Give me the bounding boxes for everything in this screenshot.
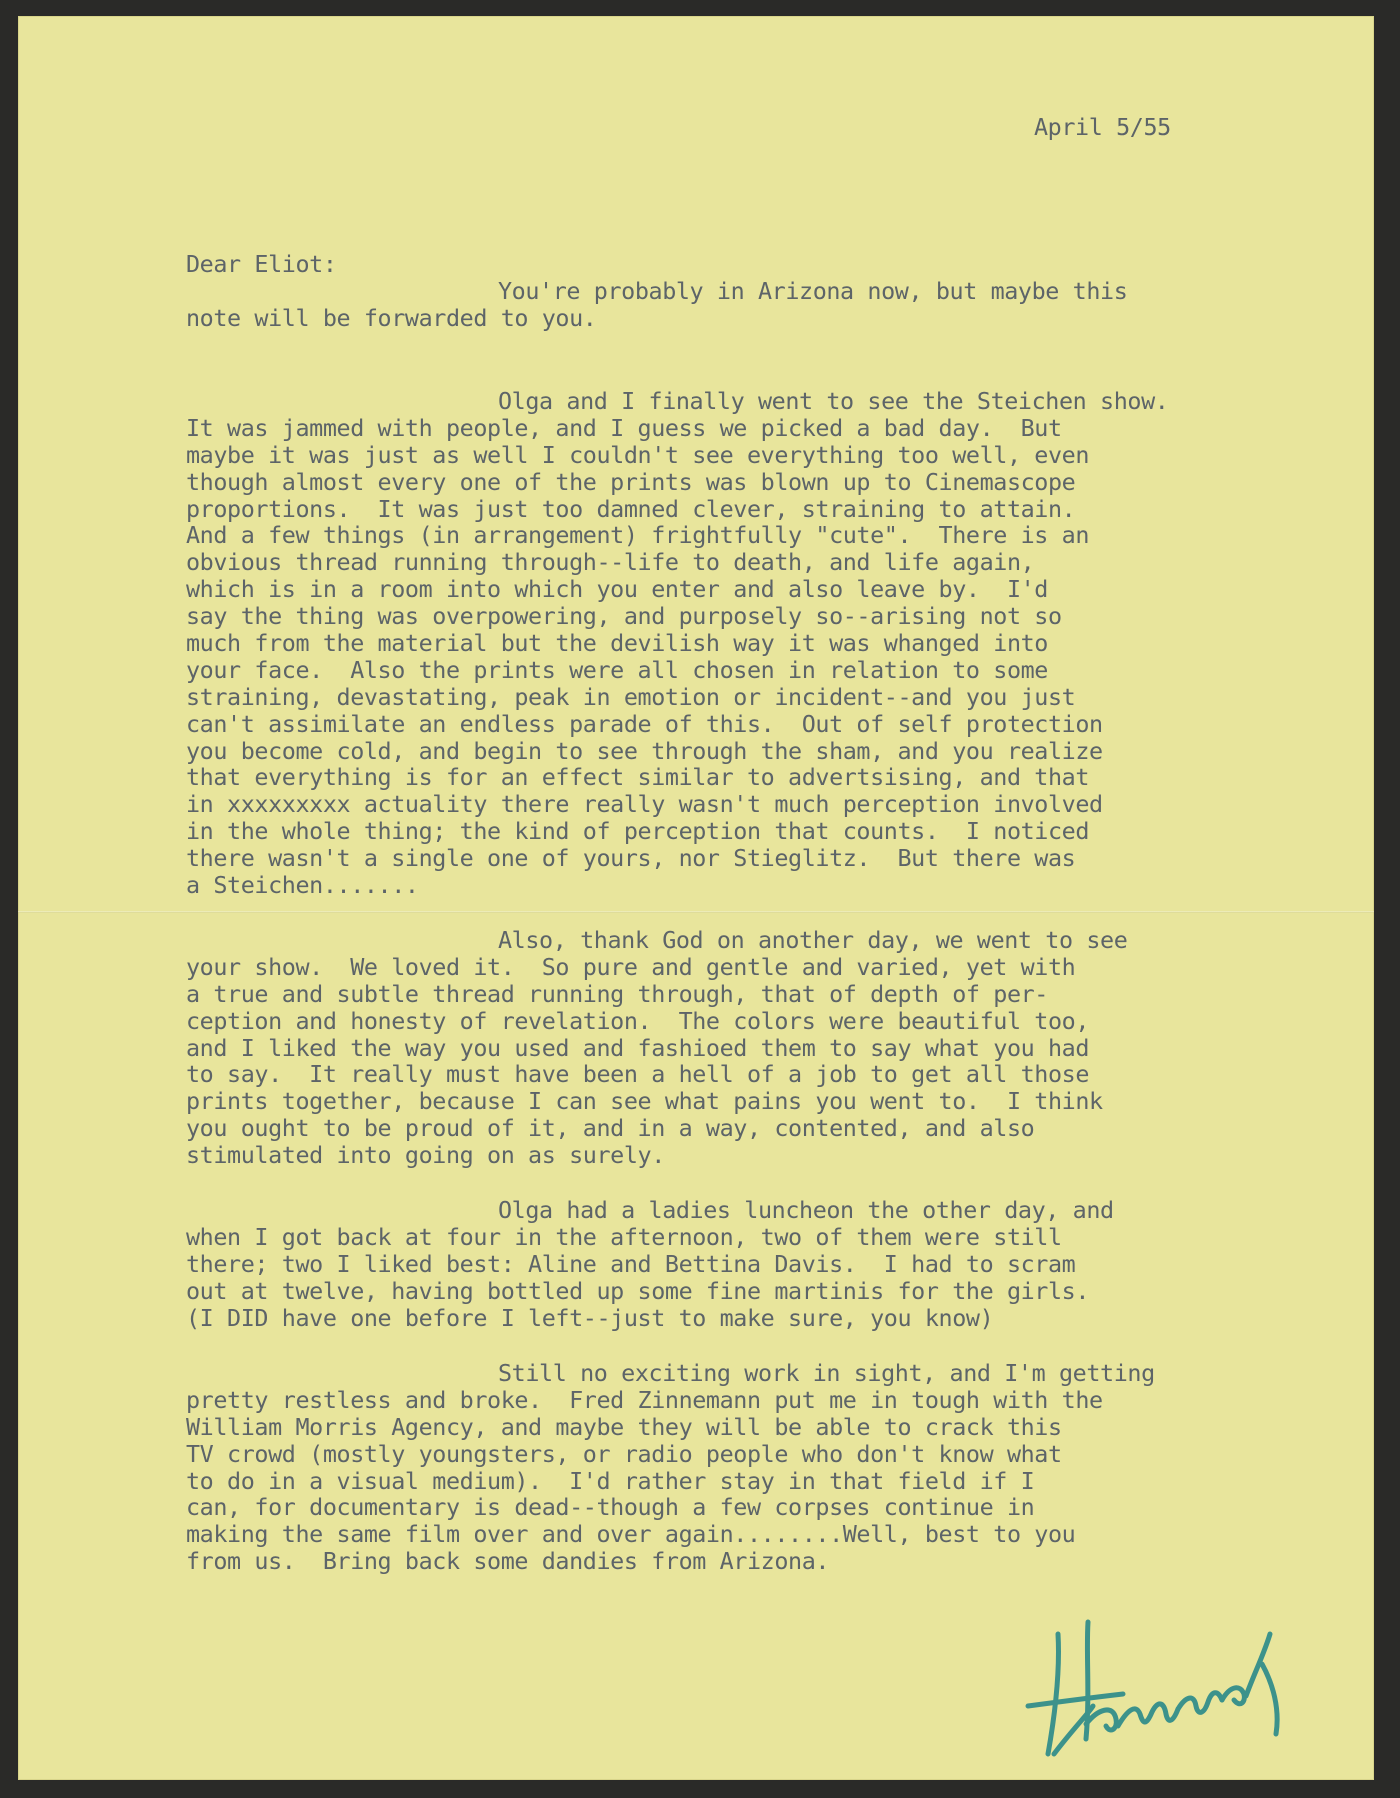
paragraph-line: when I got back at four in the afternoon, two of them were still	[186, 1222, 1062, 1251]
paper-fold-crease	[18, 911, 1374, 913]
paragraph-line: can't assimilate an endless parade of this. Out of self protection	[186, 709, 1103, 738]
paragraph-4	[186, 1197, 1114, 1331]
paragraph-line: you become cold, and begin to see through the sham, and you realize	[186, 736, 1103, 765]
paragraph-line: there wasn't a single one of yours, nor Stieglitz. But there was	[186, 844, 1076, 873]
paragraph-line: Also, thank God on another day, we went to see	[498, 926, 1128, 954]
paragraph-line: It was jammed with people, and I guess we picked a bad day. But	[186, 413, 1062, 442]
paragraph-line: a true and subtle thread running through, that of depth of per-	[186, 979, 1048, 1008]
paragraph-line: that everything is for an effect similar to advertsising, and that	[186, 763, 1090, 792]
paragraph-line: a Steichen.......	[186, 871, 419, 900]
paragraph-line: in xxxxxxxxx actuality there really wasn't much perception involved	[186, 790, 1103, 819]
letter-date: April 5/55	[1034, 113, 1171, 141]
paragraph-line: to say. It really must have been a hell of a job to get all those	[186, 1060, 1090, 1089]
paragraph-2	[186, 388, 1168, 899]
paragraph-line: maybe it was just as well I couldn't see everything too well, even	[186, 440, 1090, 469]
paragraph-3	[186, 927, 1127, 1169]
paragraph-line: And a few things (in arrangement) frightfully "cute". There is an	[186, 521, 1090, 550]
paragraph-line: much from the material but the devilish way it was whanged into	[186, 629, 1048, 658]
paragraph-line: Still no exciting work in sight, and I'm getting	[498, 1359, 1155, 1387]
paragraph-1	[186, 278, 1127, 332]
paragraph-line: though almost every one of the prints was blown up to Cinemascope	[186, 467, 1076, 496]
paragraph-line: out at twelve, having bottled up some fine martinis for the girls.	[186, 1276, 1090, 1305]
paragraph-line: Olga and I finally went to see the Steichen show.	[498, 387, 1169, 415]
letter-salutation: Dear Eliot:	[186, 250, 337, 278]
paragraph-line: William Morris Agency, and maybe they will be able to crack this	[186, 1412, 1062, 1441]
paragraph-line: (I DID have one before I left--just to make sure, you know)	[186, 1303, 994, 1332]
paragraph-5	[186, 1360, 1155, 1575]
paragraph-line: ception and honesty of revelation. The colors were beautiful too,	[186, 1006, 1090, 1035]
paragraph-line: stimulated into going on as surely.	[186, 1141, 665, 1170]
paragraph-line: pretty restless and broke. Fred Zinnemann put me in tough with the	[186, 1385, 1103, 1414]
paragraph-line: and I liked the way you used and fashioed them to say what you had	[186, 1033, 1090, 1062]
paragraph-line: making the same film over and over again........Well, best to you	[186, 1520, 1076, 1549]
paragraph-line: note will be forwarded to you.	[186, 303, 597, 332]
paragraph-line: say the thing was overpowering, and purposely so--arising not so	[186, 602, 1062, 631]
paragraph-line: prints together, because I can see what pains you went to. I think	[186, 1087, 1103, 1116]
paragraph-line: to do in a visual medium). I'd rather stay in that field if I	[186, 1466, 1035, 1495]
paragraph-line: TV crowd (mostly youngsters, or radio people who don't know what	[186, 1439, 1062, 1468]
paragraph-line: in the whole thing; the kind of perception that counts. I noticed	[186, 817, 1090, 846]
paragraph-line: there; two I liked best: Aline and Bettina Davis. I had to scram	[186, 1249, 1076, 1278]
paragraph-line: straining, devastating, peak in emotion or incident--and you just	[186, 682, 1076, 711]
paragraph-line: from us. Bring back some dandies from Arizona.	[186, 1547, 830, 1576]
paragraph-line: Olga had a ladies luncheon the other day, and	[498, 1196, 1114, 1224]
paragraph-line: your face. Also the prints were all chosen in relation to some	[186, 655, 1048, 684]
letter-page	[18, 16, 1374, 1780]
handwritten-signature	[1018, 1614, 1298, 1764]
paragraph-line: obvious thread running through--life to death, and life again,	[186, 548, 1035, 577]
paragraph-line: You're probably in Arizona now, but maybe this	[498, 277, 1128, 305]
paragraph-line: your show. We loved it. So pure and gentle and varied, yet with	[186, 952, 1076, 981]
paragraph-line: which is in a room into which you enter and also leave by. I'd	[186, 575, 1048, 604]
paragraph-line: proportions. It was just too damned clever, straining to attain.	[186, 494, 1076, 523]
paragraph-line: can, for documentary is dead--though a few corpses continue in	[186, 1493, 1035, 1522]
paragraph-line: you ought to be proud of it, and in a way, contented, and also	[186, 1114, 1035, 1143]
